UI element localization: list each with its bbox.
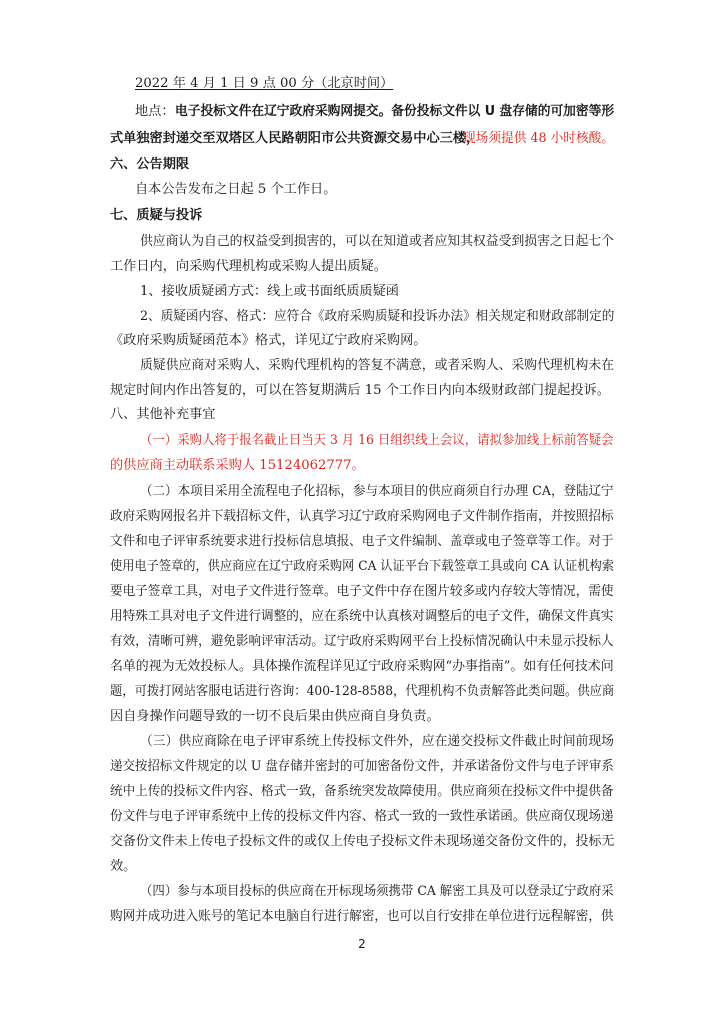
text-line-l30: 份文件与电子评审系统中上传的投标文件内容、格式一致的一致性承诺函。供应商仅现场递 (110, 809, 614, 824)
text-line-l22: 用特殊工具对电子文件进行调整的，应在系统中认真核对调整后的电子文件，确保文件真实 (110, 609, 614, 624)
text-line-l34: 购网并成功进入账号的笔记本电脑自行进行解密，也可以自行安排在单位进行远程解密，供 (110, 909, 614, 924)
text-line-l3b: 现场须提供 48 小时核酸。 (463, 131, 615, 146)
text-line-l25: 题，可拨打网站客服电话进行咨询：400-128-8588，代理机构不负责解答此类问题。供应商 (110, 684, 615, 699)
text-line-l16: 的供应商主动联系采购人 15124062777。 (110, 458, 365, 473)
text-line-l14: 八、其他补充事宜 (110, 407, 216, 422)
text-line-l13: 规定时间内作出答复的，可以在答复期满后 15 个工作日内向本级财政部门提起投诉。 (110, 383, 610, 398)
text-line-l10: 2、质疑函内容、格式：应符合《政府采购质疑和投诉办法》相关规定和财政部制定的 (140, 309, 615, 324)
text-line-l31: 交备份文件未上传电子投标文件的或仅上传电子投标文件未现场递交备份文件的，投标无 (110, 834, 615, 849)
text-line-l28: 递交按招标文件规定的以 U 盘存储并密封的可加密备份文件，并承诺备份文件与电子评审系 (110, 759, 614, 774)
text-line-l4: 六、公告期限 (110, 157, 190, 172)
page-number: 2 (358, 937, 366, 951)
text-line-l33: （四）参与本项目投标的供应商在开标现场须携带 CA 解密工具及可以登录辽宁政府采 (140, 884, 614, 899)
text-line-l9: 1、接收质疑函方式：线上或书面纸质质疑函 (140, 284, 399, 299)
text-line-l11: 《政府采购质疑函范本》格式，详见辽宁政府采购网。 (110, 333, 427, 348)
text-line-l17: （二）本项目采用全流程电子化招标，参与本项目的供应商须自行办理 CA，登陆辽宁 (140, 484, 614, 499)
text-line-l24: 名单的视为无效投标人。具体操作流程详见辽宁政府采购网“办事指南”。如有任何技术问 (110, 659, 614, 674)
text-line-l2a: 地点： (135, 104, 175, 119)
text-line-l18: 政府采购网报名并下载招标文件，认真学习辽宁政府采购网电子文件制作指南，并按照招标 (110, 509, 614, 524)
text-line-l5: 自本公告发布之日起 5 个工作日。 (135, 182, 337, 197)
text-line-l20: 使用电子签章的，供应商应在辽宁政府采购网 CA 认证平台下载签章工具或向 CA 认证机构索 (110, 559, 614, 574)
text-line-l21: 要电子签章工具，对电子文件进行签章。电子文件中存在图片较多或内存较大等情况，需使 (110, 584, 614, 599)
text-line-l15: （一）采购人将于报名截止日当天 3 月 16 日组织线上会议，请拟参加线上标前答疑会 (140, 433, 614, 448)
text-line-l12: 质疑供应商对采购人、采购代理机构的答复不满意，或者采购人、采购代理机构未在 (140, 358, 614, 373)
text-line-l29: 统中上传的投标文件内容、格式一致，备系统突发故障使用。供应商须在投标文件中提供备 (110, 784, 614, 799)
text-line-l26: 因自身操作问题导致的一切不良后果由供应商自身负责。 (110, 709, 440, 724)
text-line-l6: 七、质疑与投诉 (110, 208, 203, 223)
text-line-l8: 工作日内，向采购代理机构或采购人提出质疑。 (110, 259, 387, 274)
text-line-l1: 2022 年 4 月 1 日 9 点 00 分（北京时间） (135, 76, 394, 91)
text-line-l3a: 式单独密封递交至双塔区人民路朝阳市公共资源交易中心三楼， (110, 131, 480, 146)
text-line-l32: 效。 (110, 859, 137, 874)
text-line-l23: 有效，清晰可辨，避免影响评审活动。辽宁政府采购网平台上投标情况确认中未显示投标人 (110, 634, 614, 649)
text-line-l27: （三）供应商除在电子评审系统上传投标文件外，应在递交投标文件截止时间前现场 (140, 734, 614, 749)
text-line-l7: 供应商认为自己的权益受到损害的，可以在知道或者应知其权益受到损害之日起七个 (140, 234, 614, 249)
text-line-l19: 文件和电子评审系统要求进行投标信息填报、电子文件编制、盖章或电子签章等工作。对于 (110, 534, 614, 549)
text-line-l2b: 电子投标文件在辽宁政府采购网提交。备份投标文件以 U 盘存储的可加密等形 (175, 104, 615, 119)
